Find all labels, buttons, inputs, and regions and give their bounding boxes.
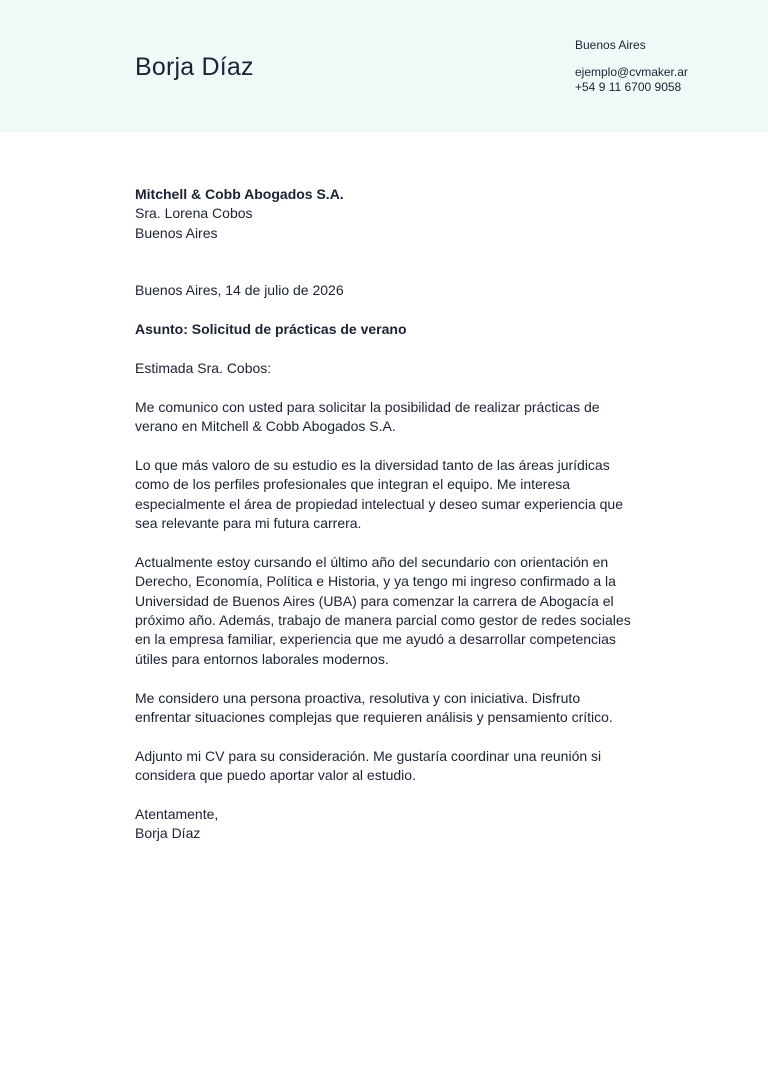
sender-email: ejemplo@cvmaker.ar	[575, 65, 688, 79]
body-paragraph-1: Me comunico con usted para solicitar la posibilidad de realizar prácticas de verano en Mitchell & Cobb Abogados S.A.	[135, 398, 600, 435]
letter-subject: Asunto: Solicitud de prácticas de verano	[135, 321, 407, 338]
recipient-city: Buenos Aires	[135, 224, 218, 241]
sender-contact	[575, 38, 688, 95]
letter-closing	[135, 805, 640, 844]
letter-header	[0, 0, 768, 132]
sender-city: Buenos Aires	[575, 38, 646, 52]
closing-signature: Borja Díaz	[135, 825, 201, 842]
sender-phone: +54 9 11 6700 9058	[575, 80, 682, 94]
body-paragraph-3: Actualmente estoy cursando el último año del secundario con orientación en Derecho, Economía, Política e Historia, y ya tengo mi ingreso confirmado a la Universidad de Buenos Aires (UBA) para comenzar la carrera de Abogacía el próximo año. Además, trabajo de manera parcial como gestor de redes sociales en la empresa familiar, experiencia que me ayudó a desarrollar competencias útiles para entornos laborales modernos.	[135, 553, 631, 667]
letter-date: Buenos Aires, 14 de julio de 2026	[135, 282, 344, 299]
sender-name: Borja Díaz	[135, 53, 254, 81]
letter-body	[135, 185, 640, 844]
recipient-company: Mitchell & Cobb Abogados S.A.	[135, 186, 344, 202]
body-paragraph-5: Adjunto mi CV para su consideración. Me gustaría coordinar una reunión si considera que puedo aportar valor al estudio.	[135, 747, 602, 784]
closing-salutation: Atentamente,	[135, 806, 219, 823]
recipient-block	[135, 185, 640, 243]
recipient-person: Sra. Lorena Cobos	[135, 205, 253, 222]
body-paragraph-2: Lo que más valoro de su estudio es la diversidad tanto de las áreas jurídicas como de los perfiles profesionales que integran el equipo. Me interesa especialmente el área de propiedad intelectual y deseo sumar experiencia que sea relevante para mi futura carrera.	[135, 456, 623, 532]
body-paragraph-4: Me considero una persona proactiva, resolutiva y con iniciativa. Disfruto enfrentar situaciones complejas que requieren análisis y pensamiento crítico.	[135, 689, 613, 726]
letter-greeting: Estimada Sra. Cobos:	[135, 359, 272, 376]
